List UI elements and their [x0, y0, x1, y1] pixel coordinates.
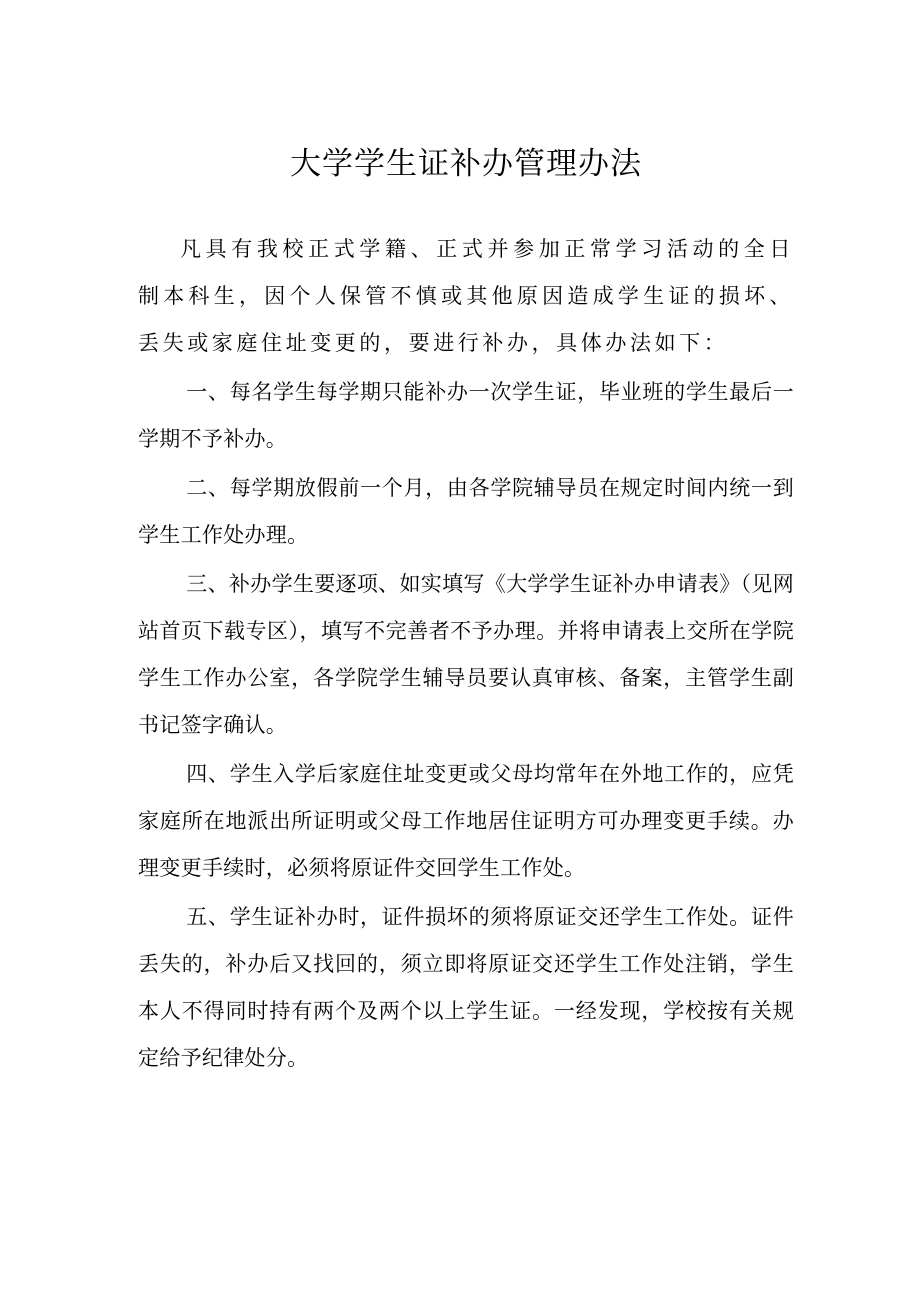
clause-3: 三、补办学生要逐项、如实填写《大学学生证补办申请表》（见网站首页下载专区），填写不完善者不予办理。并将申请表上交所在学院学生工作办公室，各学院学生辅导员要认真审核、备案，主管学生副书记签字确认。: [138, 572, 794, 737]
intro-paragraph: 凡具有我校正式学籍、正式并参加正常学习活动的全日制本科生，因个人保管不慎或其他原因造成学生证的损坏、丢失或家庭住址变更的，要进行补办，具体办法如下：: [138, 237, 794, 355]
document-page: [138, 140, 794, 1082]
document-title: 大学学生证补办管理办法: [290, 146, 642, 182]
clause-5: 五、学生证补办时，证件损坏的须将原证交还学生工作处。证件丢失的，补办后又找回的，须立即将原证交还学生工作处注销，学生本人不得同时持有两个及两个以上学生证。一经发现，学校按有关规定给予纪律处分。: [138, 905, 794, 1070]
clause-4: 四、学生入学后家庭住址变更或父母均常年在外地工作的，应凭家庭所在地派出所证明或父母工作地居住证明方可办理变更手续。办理变更手续时，必须将原证件交回学生工作处。: [138, 762, 794, 880]
clause-1: 一、每名学生每学期只能补办一次学生证，毕业班的学生最后一学期不予补办。: [138, 380, 794, 451]
clause-2: 二、每学期放假前一个月，由各学院辅导员在规定时间内统一到学生工作处办理。: [138, 476, 794, 547]
